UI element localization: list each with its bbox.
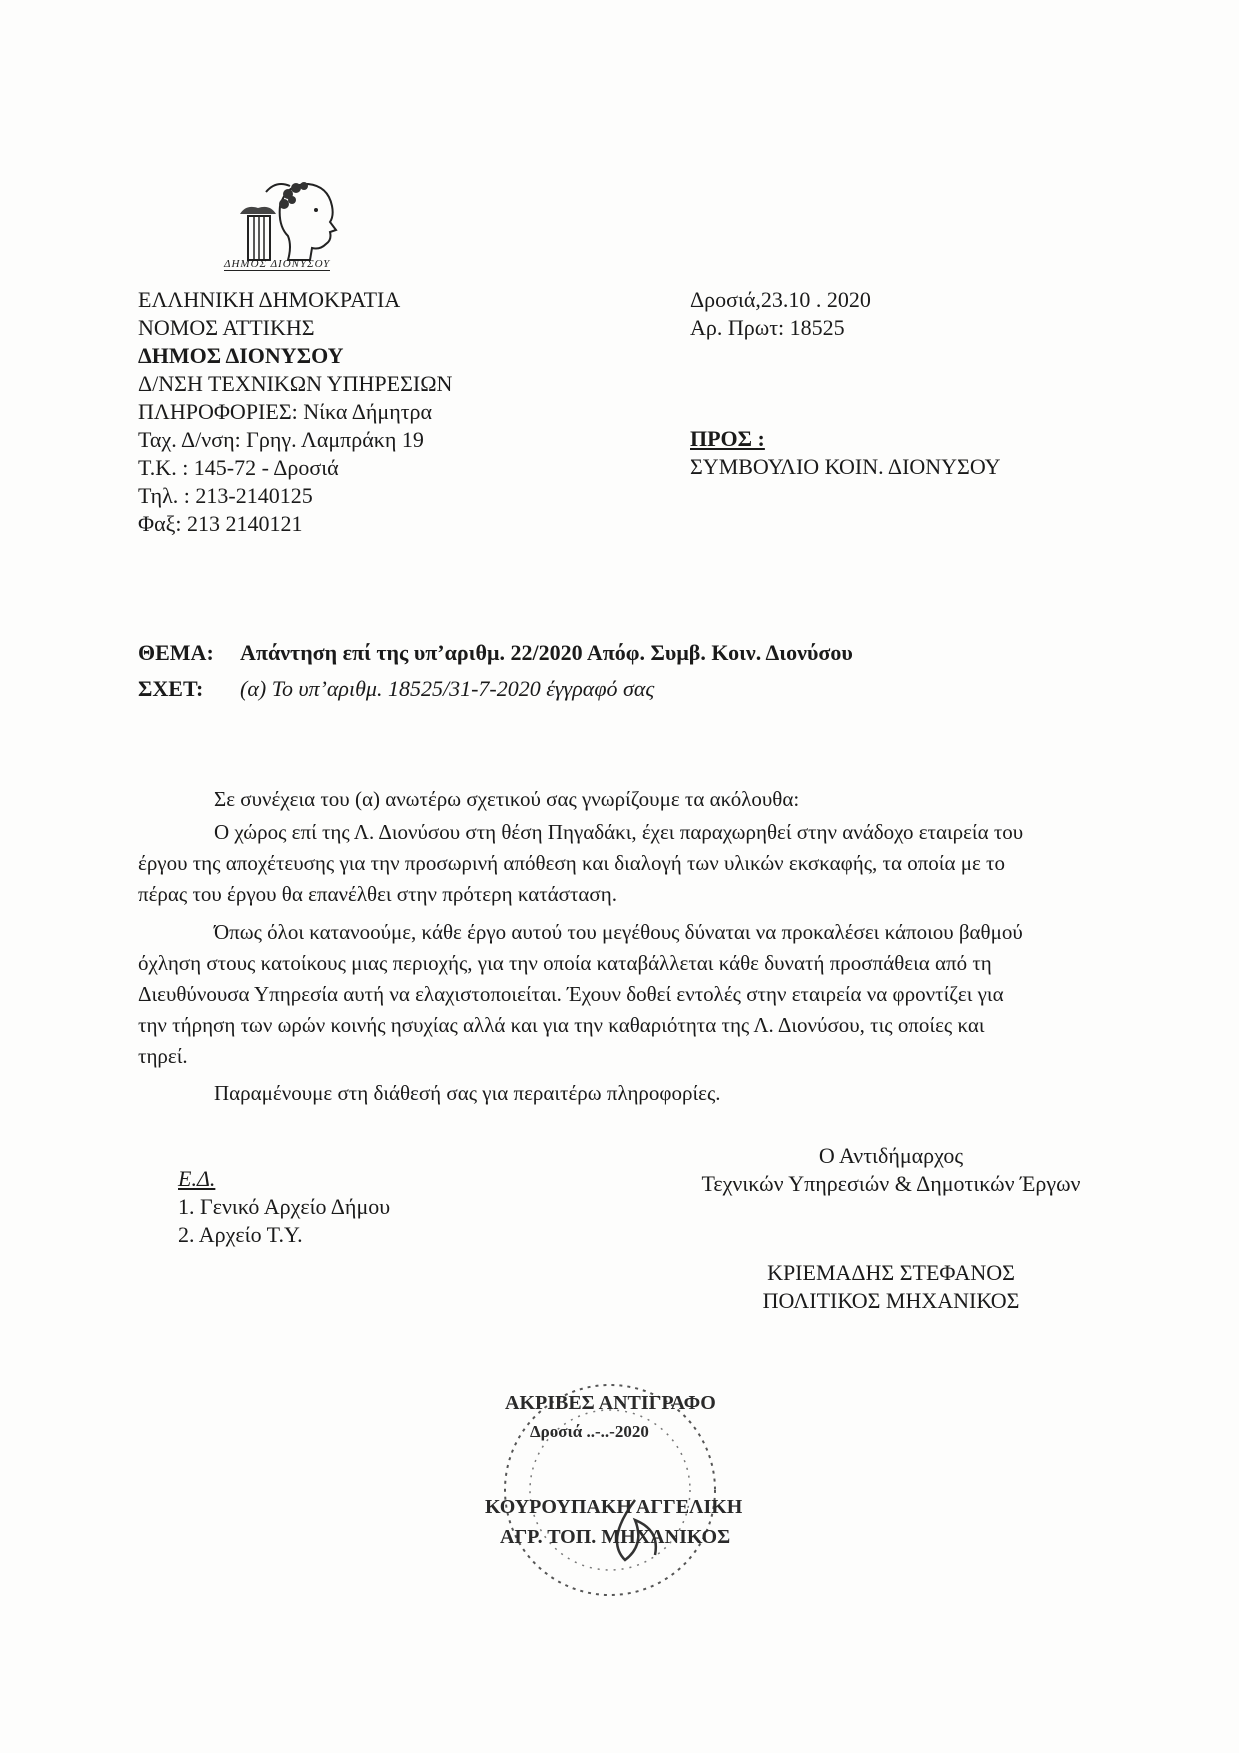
header-country: ΕΛΛΗΝΙΚΗ ΔΗΜΟΚΡΑΤΙΑ <box>138 287 401 312</box>
logo-caption: ΔΗΜΟΣ ΔΙΟΝΥΣΟΥ <box>224 258 331 270</box>
stamp-date: Δροσιά ..-..-2020 <box>530 1422 649 1441</box>
header-info-contact: ΠΛΗΡΟΦΟΡΙΕΣ: Νίκα Δήμητρα <box>138 399 433 424</box>
stamp-name: ΚΟΥΡΟΥΠΑΚΗ ΑΓΓΕΛΙΚΗ <box>485 1496 743 1518</box>
reference-label: ΣΧΕΤ: <box>138 676 204 701</box>
signatory-name: ΚΡΙΕΜΑΔΗΣ ΣΤΕΦΑΝΟΣ <box>767 1260 1015 1285</box>
body-p3-line2: όχληση στους κατοίκους μιας περιοχής, για την οποία καταβάλλεται κάθε δυνατή προσπάθεια από τη <box>138 951 992 975</box>
body-p2-line1: Ο χώρος επί της Λ. Διονύσου στη θέση Πηγαδάκι, έχει παραχωρηθεί στην ανάδοχο εταιρεία του <box>214 820 1024 844</box>
header-address: Ταχ. Δ/νση: Γρηγ. Λαμπράκη 19 <box>138 427 424 452</box>
header-postcode: Τ.Κ. : 145-72 - Δροσιά <box>138 455 339 480</box>
dionysos-head-logo-icon <box>236 176 346 264</box>
header-fax: Φαξ: 213 2140121 <box>138 511 303 536</box>
distribution-item: 2. Αρχείο Τ.Υ. <box>178 1222 303 1247</box>
header-department: Δ/ΝΣΗ ΤΕΧΝΙΚΩΝ ΥΠΗΡΕΣΙΩΝ <box>138 371 453 396</box>
stamp-certified-copy: ΑΚΡΙΒΕΣ ΑΝΤΙΓΡΑΦΟ <box>505 1392 716 1414</box>
body-intro: Σε συνέχεια του (α) ανωτέρω σχετικού σας γνωρίζουμε τα ακόλουθα: <box>214 787 800 811</box>
body-p2-line3: πέρας του έργου θα επανέλθει στην πρότερη κατάσταση. <box>138 882 617 906</box>
certified-copy-stamp <box>455 1370 785 1620</box>
reference-text: (α) Το υπ’αριθμ. 18525/31-7-2020 έγγραφό σας <box>240 676 655 701</box>
signatory-department: Τεχνικών Υπηρεσιών & Δημοτικών Έργων <box>701 1171 1081 1196</box>
recipient-name: ΣΥΜΒΟΥΛΙΟ ΚΟΙΝ. ΔΙΟΝΥΣΟΥ <box>690 454 1001 479</box>
signatory-title: Ο Αντιδήμαρχος <box>818 1143 964 1168</box>
header-phone: Τηλ. : 213-2140125 <box>138 483 313 508</box>
body-closing: Παραμένουμε στη διάθεσή σας για περαιτέρω πληροφορίες. <box>214 1081 721 1105</box>
subject-text: Απάντηση επί της υπ’αριθμ. 22/2020 Απόφ. Συμβ. Κοιν. Διονύσου <box>240 640 853 665</box>
recipient-label: ΠΡΟΣ : <box>690 426 765 451</box>
body-p3-line3: Διευθύνουσα Υπηρεσία αυτή να ελαχιστοποιείται. Έχουν δοθεί εντολές στην εταιρεία να φροντίζει για <box>138 982 1004 1006</box>
stamp-role: ΑΓΡ. ΤΟΠ. ΜΗΧΑΝΙΚΟΣ <box>500 1526 731 1548</box>
body-p2-line2: έργου της αποχέτευσης για την προσωρινή απόθεση και διαλογή των υλικών εκσκαφής, τα οποία με το <box>138 851 1005 875</box>
body-p3-line5: τηρεί. <box>138 1044 188 1068</box>
body-p3-line1: Όπως όλοι κατανοούμε, κάθε έργο αυτού του μεγέθους δύναται να προκαλέσει κάποιου βαθμού <box>214 920 1023 944</box>
header-municipality: ΔΗΜΟΣ ΔΙΟΝΥΣΟΥ <box>138 343 344 368</box>
protocol-number: Αρ. Πρωτ: 18525 <box>690 315 845 340</box>
body-p3-line4: την τήρηση των ωρών κοινής ησυχίας αλλά και για την καθαριότητα της Λ. Διονύσου, τις οποίες και <box>138 1013 985 1037</box>
signatory-role: ΠΟΛΙΤΙΚΟΣ ΜΗΧΑΝΙΚΟΣ <box>762 1288 1020 1313</box>
distribution-item: 1. Γενικό Αρχείο Δήμου <box>178 1194 391 1219</box>
distribution-heading: Ε.Δ. <box>178 1166 216 1191</box>
header-prefecture: ΝΟΜΟΣ ΑΤΤΙΚΗΣ <box>138 315 315 340</box>
document-date: Δροσιά,23.10 . 2020 <box>690 287 871 312</box>
subject-label: ΘΕΜΑ: <box>138 640 214 665</box>
